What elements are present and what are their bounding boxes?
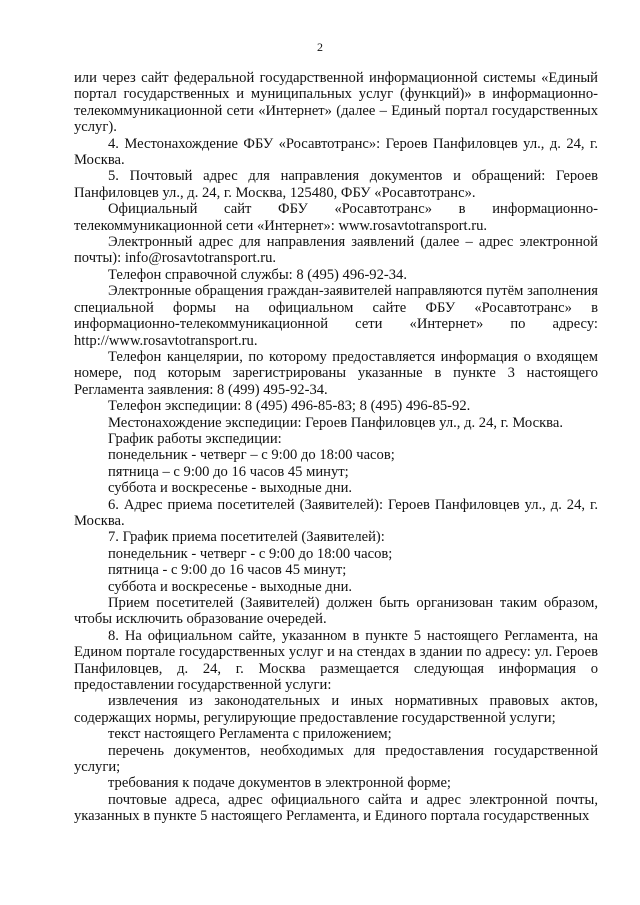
paragraph-expedition-phone: Телефон экспедиции: 8 (495) 496-85-83; 8 (495) 496-85-92.: [108, 398, 471, 415]
paragraph-item-8-information: 8. На официальном сайте, указанном в пункте 5 настоящего Регламента, на Едином портале государственных услуг и на стендах в здании по адресу: ул. Героев Панфиловцев, д. 24, г. Москва размещается следующая информация о предоставлении государственной услуги:: [74, 627, 598, 694]
paragraph-list-addresses: почтовые адреса, адрес официального сайта и адрес электронной почты, указанных в пункте 5 настоящего Регламента, и Единого портала государственных: [74, 791, 598, 825]
paragraph-expedition-location: Местонахождение экспедиции: Героев Панфиловцев ул., д. 24, г. Москва.: [108, 414, 563, 431]
paragraph-item-5-postal-address: 5. Почтовый адрес для направления документов и обращений: Героев Панфиловцев ул., д. 24, г. Москва, 125480, ФБУ «Росавтотранс».: [74, 168, 598, 201]
document-body: [74, 70, 598, 825]
paragraph-reception-schedule-friday: пятница - с 9:00 до 16 часов 45 минут;: [108, 562, 347, 579]
paragraph-reception-schedule-weekdays: понедельник - четверг - с 9:00 до 18:00 часов;: [108, 545, 393, 562]
paragraph-reception-schedule-weekend: суббота и воскресенье - выходные дни.: [108, 578, 353, 595]
paragraph-intro-continuation: или через сайт федеральной государственной информационной системы «Единый портал государственных и муниципальных услуг (функций)» в информационно-телекоммуникационной сети «Интернет» (далее – Единый портал государственных услуг).: [74, 70, 598, 136]
paragraph-expedition-schedule-weekend: суббота и воскресенье - выходные дни.: [108, 480, 353, 497]
paragraph-list-regulation-text: текст настоящего Регламента с приложением;: [108, 726, 392, 743]
paragraph-list-legal-extracts: извлечения из законодательных и иных нормативных правовых актов, содержащих нормы, регулирующие предоставление государственной услуги;: [74, 693, 598, 726]
paragraph-no-queues: Прием посетителей (Заявителей) должен быть организован таким образом, чтобы исключить образование очередей.: [74, 595, 598, 628]
paragraph-item-7-reception-schedule: 7. График приема посетителей (Заявителей):: [108, 529, 385, 546]
paragraph-list-documents: перечень документов, необходимых для предоставления государственной услуги;: [74, 742, 598, 776]
paragraph-expedition-schedule-title: График работы экспедиции:: [108, 430, 282, 447]
paragraph-expedition-schedule-friday: пятница – с 9:00 до 16 часов 45 минут;: [108, 463, 349, 480]
paragraph-electronic-appeals: Электронные обращения граждан-заявителей направляются путём заполнения специальной формы на официальном сайте ФБУ «Росавтотранс» в информационно-телекоммуникационной сети «Интернет» по адресу: http://www.rosavtotransport.ru.: [74, 283, 598, 349]
paragraph-chancellery-phone: Телефон канцелярии, по которому предоставляется информация о входящем номере, под которым зарегистрированы указанные в пункте 3 настоящего Регламента заявления: 8 (499) 495-92-34.: [74, 348, 598, 398]
paragraph-email: Электронный адрес для направления заявлений (далее – адрес электронной почты): info@rosavtotransport.ru.: [74, 234, 598, 267]
paragraph-item-6-reception-address: 6. Адрес приема посетителей (Заявителей): Героев Панфиловцев ул., д. 24, г. Москва.: [74, 496, 598, 529]
paragraph-item-4-location: 4. Местонахождение ФБУ «Росавтотранс»: Героев Панфиловцев ул., д. 24, г. Москва.: [74, 135, 598, 169]
paragraph-list-electronic-requirements: требования к подаче документов в электронной форме;: [108, 775, 451, 792]
paragraph-help-phone: Телефон справочной службы: 8 (495) 496-92-34.: [108, 266, 408, 283]
paragraph-official-website: Официальный сайт ФБУ «Росавтотранс» в информационно-телекоммуникационной сети «Интернет»: www.rosavtotransport.ru.: [74, 201, 598, 234]
page-number: 2: [317, 40, 323, 54]
paragraph-expedition-schedule-weekdays: понедельник - четверг – с 9:00 до 18:00 часов;: [108, 447, 395, 464]
